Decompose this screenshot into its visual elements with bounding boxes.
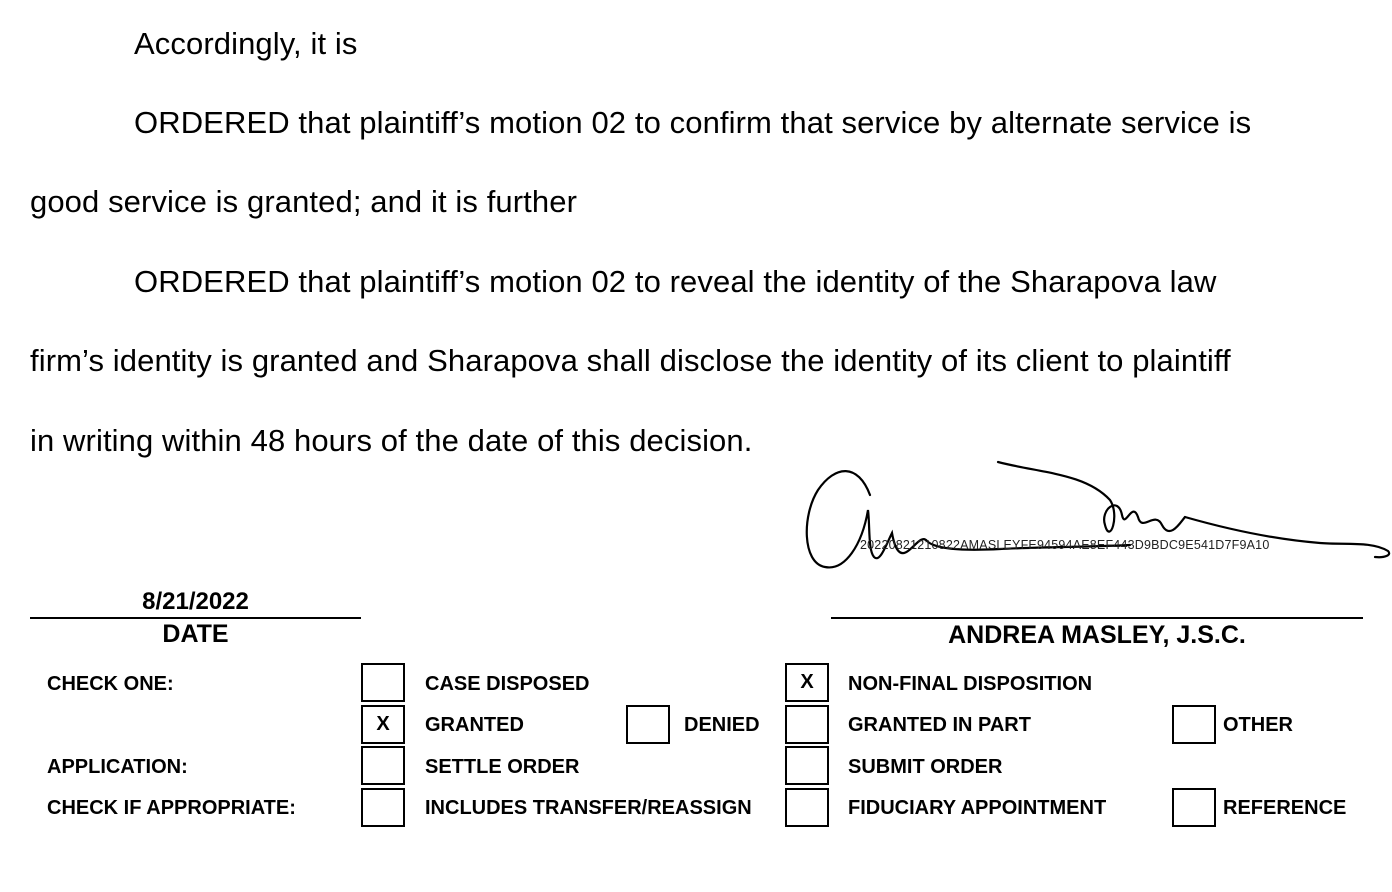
option-granted-in-part: GRANTED IN PART (848, 714, 1031, 736)
checkbox-other[interactable] (1172, 705, 1216, 744)
paragraph-ordered-2-line-3: in writing within 48 hours of the date of this decision. (30, 423, 753, 458)
judge-name: ANDREA MASLEY, J.S.C. (948, 621, 1246, 649)
checkbox-case-disposed[interactable] (361, 663, 405, 702)
judge-signature-line (831, 617, 1363, 619)
paragraph-ordered-2-line-1: ORDERED that plaintiff’s motion 02 to reveal the identity of the Sharapova law (134, 264, 1217, 299)
paragraph-ordered-2-line-2: firm’s identity is granted and Sharapova shall disclose the identity of its client to plaintiff (30, 343, 1231, 378)
option-includes-transfer: INCLUDES TRANSFER/REASSIGN (425, 797, 752, 819)
paragraph-accordingly: Accordingly, it is (134, 26, 358, 61)
paragraph-ordered-1-line-1: ORDERED that plaintiff’s motion 02 to confirm that service by alternate service is (134, 105, 1252, 140)
checkbox-granted-in-part[interactable] (785, 705, 829, 744)
option-fiduciary-appointment: FIDUCIARY APPOINTMENT (848, 797, 1107, 819)
option-granted: GRANTED (425, 714, 524, 736)
option-other: OTHER (1223, 714, 1293, 736)
checkbox-settle-order[interactable] (361, 746, 405, 785)
option-reference: REFERENCE (1223, 797, 1347, 819)
option-settle-order: SETTLE ORDER (425, 756, 580, 778)
paragraph-ordered-1-line-2: good service is granted; and it is further (30, 184, 577, 219)
judge-signature (800, 455, 1392, 580)
checkbox-includes-transfer[interactable] (361, 788, 405, 827)
checkbox-fiduciary-appointment[interactable] (785, 788, 829, 827)
date-label: DATE (162, 620, 229, 648)
checkbox-denied[interactable] (626, 705, 670, 744)
option-case-disposed: CASE DISPOSED (425, 673, 590, 695)
date-value: 8/21/2022 (142, 588, 249, 615)
label-check-one: CHECK ONE: (47, 673, 174, 695)
signature-id: 20220821210822AMASLEYFE94594AE8EF443D9BDC9E541D7F9A10 (860, 538, 1270, 552)
date-signature-line (30, 617, 361, 619)
option-non-final-disposition: NON-FINAL DISPOSITION (848, 673, 1093, 695)
label-check-if-appropriate: CHECK IF APPROPRIATE: (47, 797, 296, 819)
checkbox-granted[interactable]: X (361, 705, 405, 744)
label-application: APPLICATION: (47, 756, 188, 778)
checkbox-submit-order[interactable] (785, 746, 829, 785)
checkbox-non-final-disposition[interactable]: X (785, 663, 829, 702)
option-denied: DENIED (684, 714, 760, 736)
option-submit-order: SUBMIT ORDER (848, 756, 1003, 778)
checkbox-reference[interactable] (1172, 788, 1216, 827)
